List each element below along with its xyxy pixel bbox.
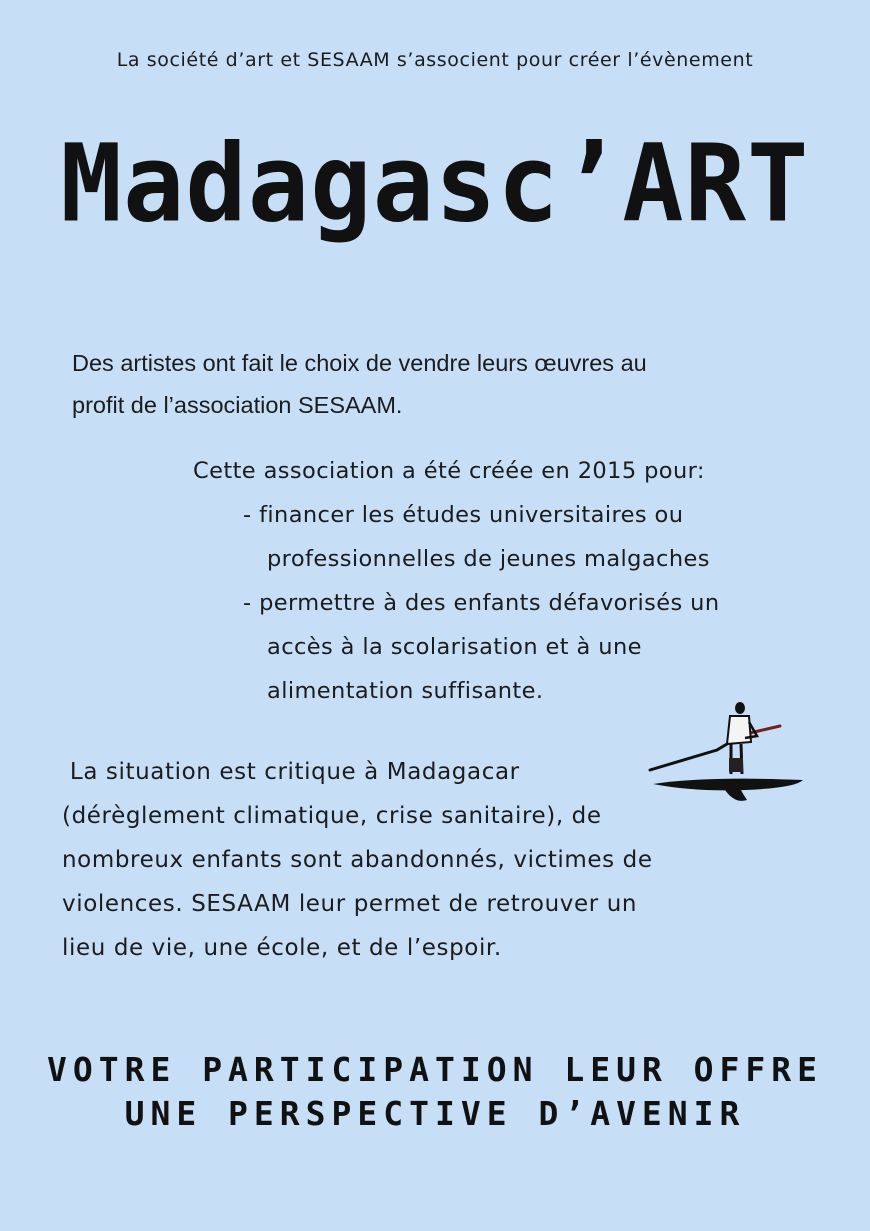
goal-1-line-2: professionnelles de jeunes malgaches xyxy=(267,546,710,572)
intro-text: La société d’art et SESAAM s’associent pour créer l’évènement xyxy=(116,49,754,71)
cta-line-1: VOTRE PARTICIPATION LEUR OFFRE xyxy=(46,1050,824,1089)
call-to-action xyxy=(0,1048,870,1136)
association-goals-list xyxy=(243,493,843,713)
situation-line-2: (dérèglement climatique, crise sanitaire), de xyxy=(62,803,602,829)
association-heading: Cette association a été créée en 2015 pour: xyxy=(193,458,705,484)
pirogue-fisherman-icon xyxy=(645,700,810,810)
situation-line-4: violences. SESAAM leur permet de retrouver un xyxy=(62,891,638,917)
goal-2-line-1: - permettre à des enfants défavorisés un xyxy=(243,590,720,616)
situation-line-5: lieu de vie, une école, et de l’espoir. xyxy=(62,935,502,961)
situation-line-1: La situation est critique à Madagacar xyxy=(62,759,520,785)
goal-1-line-1: - financer les études universitaires ou xyxy=(243,502,684,528)
situation-line-3: nombreux enfants sont abandonnés, victimes de xyxy=(62,847,653,873)
event-title: Madagasc’ART xyxy=(60,122,810,247)
goal-item-schooling xyxy=(243,581,843,713)
artists-paragraph xyxy=(72,342,792,426)
cta-line-2: UNE PERSPECTIVE D’AVENIR xyxy=(124,1094,746,1133)
goal-2-line-2: accès à la scolarisation et à une xyxy=(267,634,642,660)
artists-line-2: profit de l’association SESAAM. xyxy=(72,392,403,418)
goal-item-education xyxy=(243,493,843,581)
goal-2-line-3: alimentation suffisante. xyxy=(267,678,544,704)
artists-line-1: Des artistes ont fait le choix de vendre leurs œuvres au xyxy=(72,350,647,376)
